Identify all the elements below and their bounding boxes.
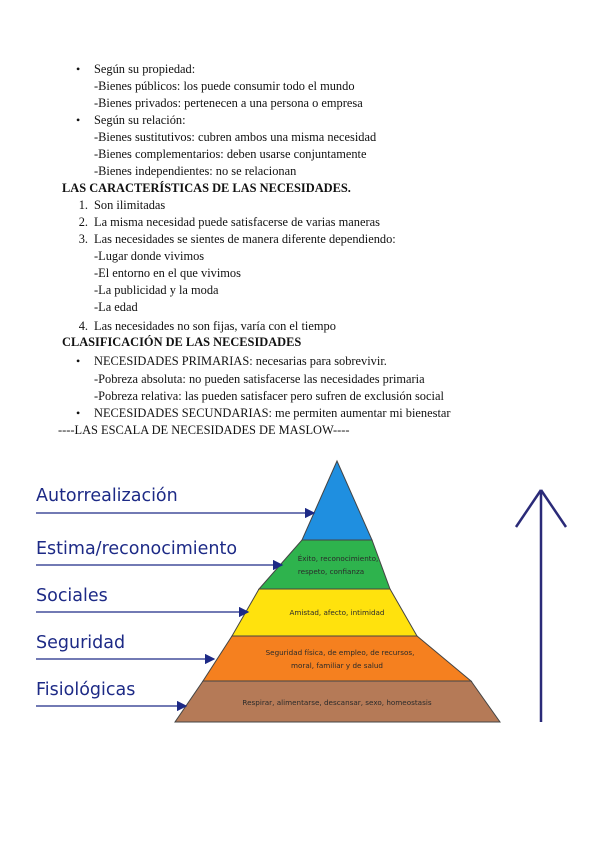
tier-text: respeto, confianza bbox=[297, 567, 365, 576]
pobreza-absoluta: -Pobreza absoluta: no pueden satisfacerse las necesidades primaria bbox=[94, 372, 425, 386]
tier-text: moral, familiar y de salud bbox=[291, 661, 383, 670]
list-item: Son ilimitadas bbox=[94, 198, 166, 212]
bullet-glyph: • bbox=[76, 62, 81, 76]
bienes-complementarios: -Bienes complementarios: deben usarse conjuntamente bbox=[94, 147, 367, 161]
list-item: Las necesidades no son fijas, varía con el tiempo bbox=[94, 319, 336, 333]
maslow-heading: ----LAS ESCALA DE NECESIDADES DE MASLOW---- bbox=[58, 423, 350, 437]
necesidades-secundarias: NECESIDADES SECUNDARIAS: me permiten aumentar mi bienestar bbox=[94, 406, 451, 420]
tier-text: Amistad, afecto, intimidad bbox=[289, 608, 385, 617]
level-label-sociales: Sociales bbox=[36, 586, 108, 606]
bienes-publicos: -Bienes públicos: los puede consumir todo el mundo bbox=[94, 79, 355, 93]
level-label-estima: Estima/reconocimiento bbox=[36, 539, 238, 559]
tier-text: Seguridad física, de empleo, de recursos, bbox=[265, 648, 415, 657]
level-label-seguridad: Seguridad bbox=[36, 633, 126, 653]
list-number: 3. bbox=[78, 232, 88, 246]
bienes-independientes: -Bienes independientes: no se relacionan bbox=[94, 164, 297, 178]
pobreza-relativa: -Pobreza relativa: las pueden satisfacer pero sufren de exclusión social bbox=[94, 389, 444, 403]
section-heading-clasificacion: CLASIFICACIÓN DE LAS NECESIDADES bbox=[62, 335, 302, 349]
list-item: La misma necesidad puede satisfacerse de varias maneras bbox=[94, 215, 380, 229]
list-number: 1. bbox=[78, 198, 88, 212]
section-heading-caracteristicas: LAS CARACTERÍSTICAS DE LAS NECESIDADES. bbox=[62, 181, 351, 195]
bullet-glyph: • bbox=[76, 406, 81, 420]
sub-item: -El entorno en el que vivimos bbox=[94, 266, 241, 280]
level-label-autorrealizacion: Autorrealización bbox=[36, 486, 178, 506]
bullet-glyph: • bbox=[76, 354, 81, 368]
tier-text: Éxito, reconocimiento, bbox=[297, 554, 379, 563]
propiedad-heading: Según su propiedad: bbox=[94, 62, 196, 76]
level-label-fisiologicas: Fisiológicas bbox=[36, 680, 136, 700]
list-number: 4. bbox=[78, 319, 88, 333]
tier-autorrealizacion bbox=[302, 461, 372, 540]
bienes-privados: -Bienes privados: pertenecen a una persona o empresa bbox=[94, 96, 363, 110]
sub-item: -La publicidad y la moda bbox=[94, 283, 219, 297]
tier-text: Respirar, alimentarse, descansar, sexo, homeostasis bbox=[242, 698, 432, 707]
sub-item: -La edad bbox=[94, 300, 138, 314]
list-number: 2. bbox=[78, 215, 88, 229]
bienes-sustitutivos: -Bienes sustitutivos: cubren ambos una misma necesidad bbox=[94, 130, 377, 144]
bullet-glyph: • bbox=[76, 113, 81, 127]
sub-item: -Lugar donde vivimos bbox=[94, 249, 205, 263]
relacion-heading: Según su relación: bbox=[94, 113, 186, 127]
upward-arrow-icon bbox=[516, 490, 566, 722]
tier-seguridad bbox=[203, 636, 471, 681]
necesidades-primarias: NECESIDADES PRIMARIAS: necesarias para sobrevivir. bbox=[94, 354, 387, 368]
list-item: Las necesidades se sientes de manera diferente dependiendo: bbox=[94, 232, 396, 246]
